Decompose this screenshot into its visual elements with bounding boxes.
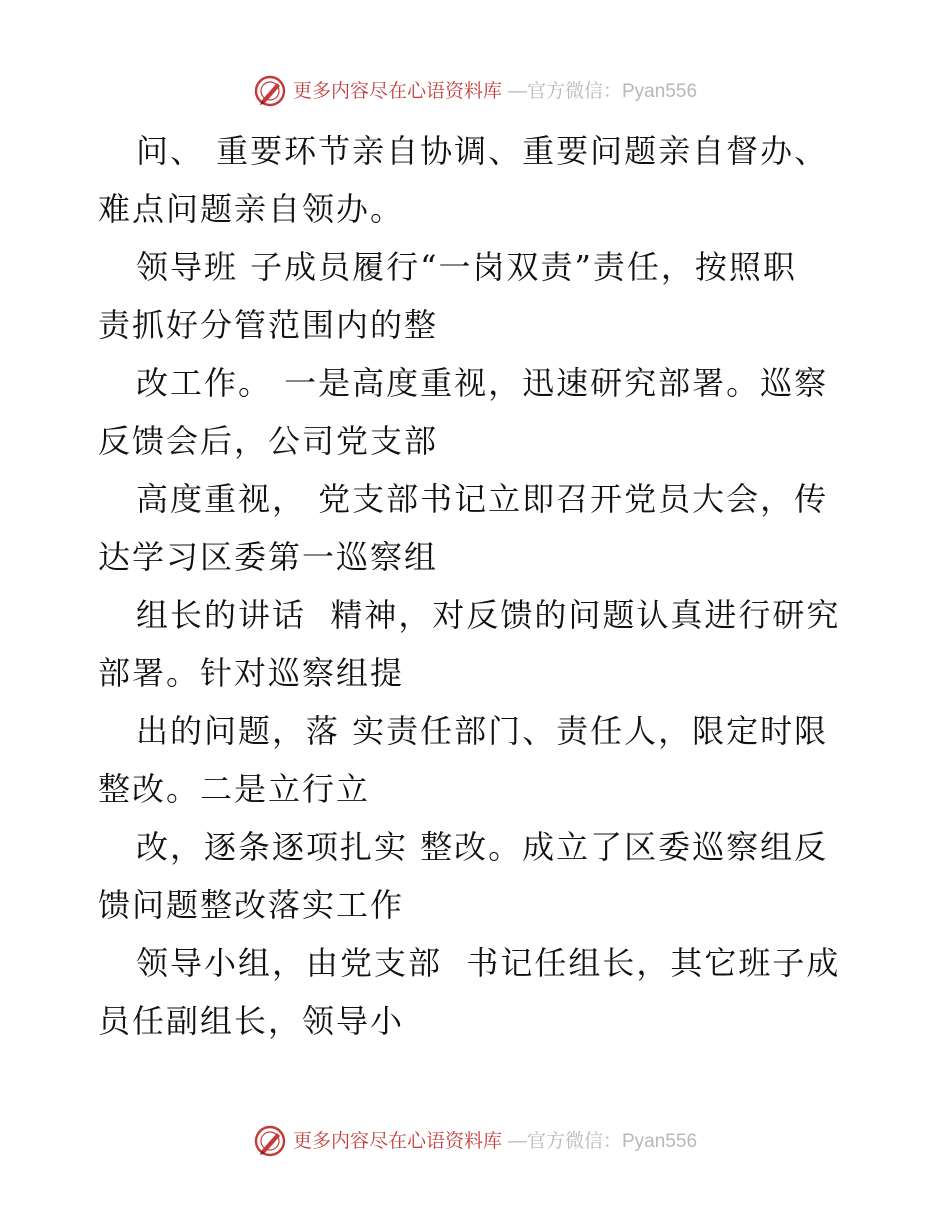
body-line: 出的问题，落 实责任部门、责任人，限定时限 bbox=[136, 712, 829, 750]
watermark-contact-text: —官方微信：Pyan556 bbox=[508, 1130, 698, 1152]
pen-logo-icon bbox=[253, 1124, 287, 1158]
watermark-contact-text: —官方微信：Pyan556 bbox=[508, 80, 698, 102]
body-line: 整改。二是立行立 bbox=[98, 770, 371, 808]
body-line: 员任副组长，领导小 bbox=[98, 1002, 405, 1040]
body-line: 组长的讲话 精神，对反馈的问题认真进行研究 bbox=[136, 596, 841, 634]
body-line: 馈问题整改落实工作 bbox=[98, 886, 405, 924]
header-watermark bbox=[0, 71, 950, 111]
footer-watermark bbox=[0, 1121, 950, 1161]
body-line: 反馈会后，公司党支部 bbox=[98, 422, 439, 460]
body-line: 领导小组，由党支部 书记任组长，其它班子成 bbox=[136, 944, 841, 982]
body-line: 领导班 子成员履行“一岗双责”责任，按照职 bbox=[136, 248, 797, 286]
body-line: 部署。针对巡察组提 bbox=[98, 654, 405, 692]
pen-logo-icon bbox=[253, 74, 287, 108]
body-line: 改工作。 一是高度重视，迅速研究部署。巡察 bbox=[136, 364, 829, 402]
body-line: 达学习区委第一巡察组 bbox=[98, 538, 439, 576]
document-body bbox=[98, 122, 858, 1050]
body-line: 问、 重要环节亲自协调、重要问题亲自督办、 bbox=[136, 132, 829, 170]
watermark-brand-text: 更多内容尽在心语资料库 bbox=[292, 79, 502, 102]
body-line: 改，逐条逐项扎实 整改。成立了区委巡察组反 bbox=[136, 828, 829, 866]
body-line: 高度重视， 党支部书记立即召开党员大会，传 bbox=[136, 480, 829, 518]
body-line: 责抓好分管范围内的整 bbox=[98, 306, 439, 344]
watermark-brand-text: 更多内容尽在心语资料库 bbox=[292, 1129, 502, 1152]
body-line: 难点问题亲自领办。 bbox=[98, 190, 405, 228]
